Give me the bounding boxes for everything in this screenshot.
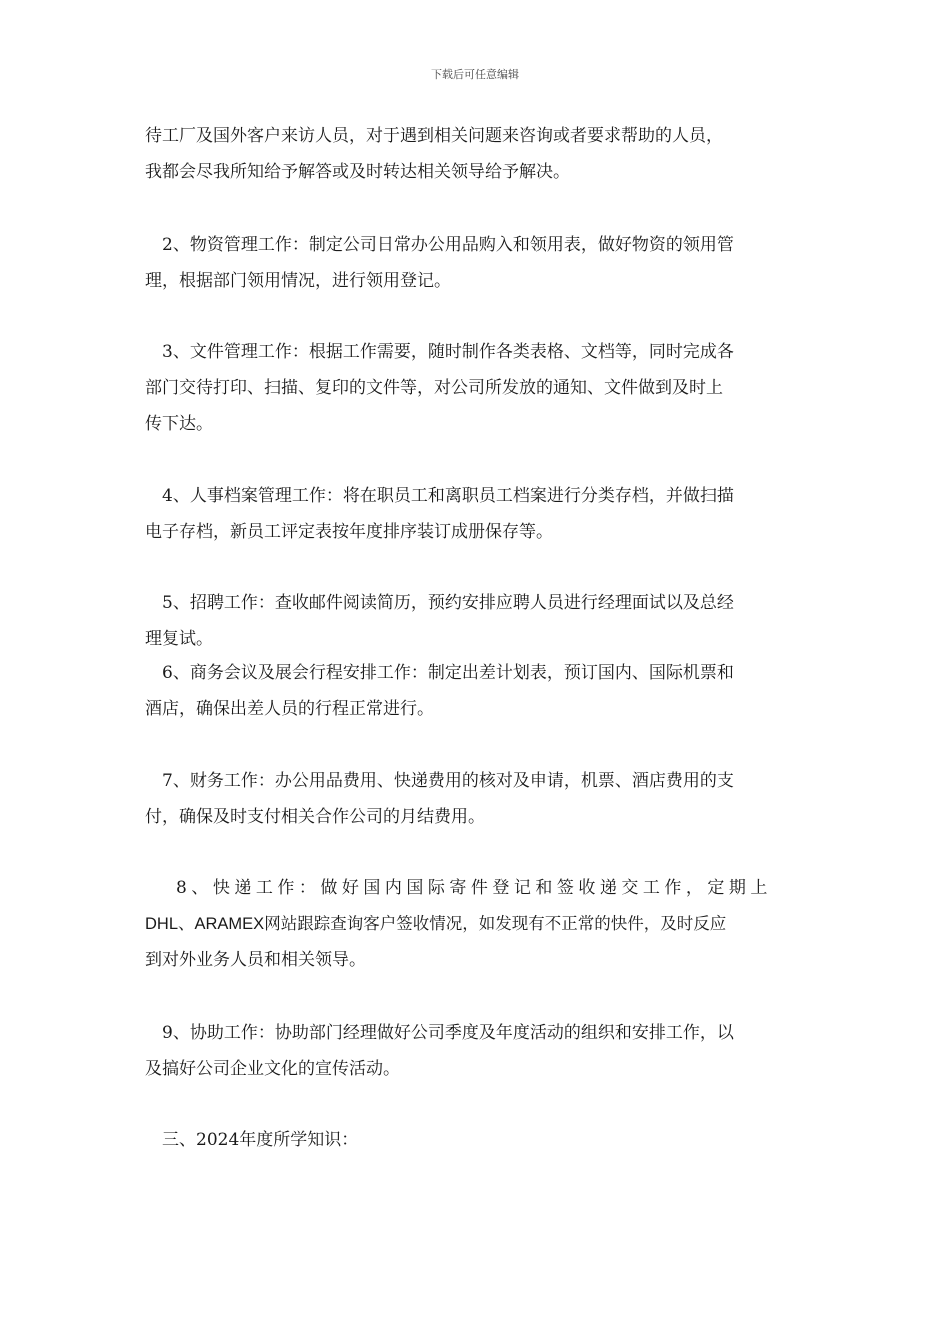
paragraph-4 [145,478,807,550]
paragraph-line: 9、协助工作：协助部门经理做好公司季度及年度活动的组织和安排工作，以 [162,1023,734,1043]
paragraph-7 [145,763,807,835]
paragraph-line: 到对外业务人员和相关领导。 [145,950,366,970]
paragraph-line: 酒店，确保出差人员的行程正常进行。 [145,699,434,719]
paragraph-line: 待工厂及国外客户来访人员，对于遇到相关问题来咨询或者要求帮助的人员， [145,126,723,146]
paragraph-line: 理，根据部门领用情况，进行领用登记。 [145,271,451,291]
paragraph-line: 及搞好公司企业文化的宣传活动。 [145,1059,400,1079]
paragraph-line: 4、人事档案管理工作：将在职员工和离职员工档案进行分类存档，并做扫描 [162,486,734,506]
section-heading [145,1122,807,1158]
paragraph-line: 付，确保及时支付相关合作公司的月结费用。 [145,807,485,827]
paragraph-line: 部门交待打印、扫描、复印的文件等，对公司所发放的通知、文件做到及时上 [145,378,723,398]
paragraph-line: 传下达。 [145,414,213,434]
paragraph-line: 我都会尽我所知给予解答或及时转达相关领导给予解决。 [145,162,570,182]
paragraph-line: 7、财务工作：办公用品费用、快递费用的核对及申请，机票、酒店费用的支 [162,771,734,791]
paragraph-line: 5、招聘工作：查收邮件阅读简历，预约安排应聘人员进行经理面试以及总经 [162,593,734,613]
paragraph-3 [145,334,807,442]
paragraph-line: 8、快递工作：做好国内国际寄件登记和签收递交工作，定期上 [176,878,772,898]
paragraph-line: DHL、ARAMEX网站跟踪查询客户签收情况，如发现有不正常的快件，及时反应 [145,915,727,933]
paragraph-line: 电子存档，新员工评定表按年度排序装订成册保存等。 [145,522,553,542]
paragraph-9 [145,1015,807,1087]
paragraph-5 [145,585,807,657]
paragraph-line: 6、商务会议及展会行程安排工作：制定出差计划表，预订国内、国际机票和 [162,663,734,683]
paragraph-1 [145,118,807,190]
paragraph-line: 2、物资管理工作：制定公司日常办公用品购入和领用表，做好物资的领用管 [162,235,734,255]
paragraph-6 [145,655,807,727]
paragraph-line: 理复试。 [145,629,213,649]
header-note: 下载后可任意编辑 [431,68,519,81]
paragraph-8 [145,870,807,978]
paragraph-2 [145,227,807,299]
section-heading-text: 三、2024年度所学知识： [162,1130,359,1150]
paragraph-line: 3、文件管理工作：根据工作需要，随时制作各类表格、文档等，同时完成各 [162,342,734,362]
